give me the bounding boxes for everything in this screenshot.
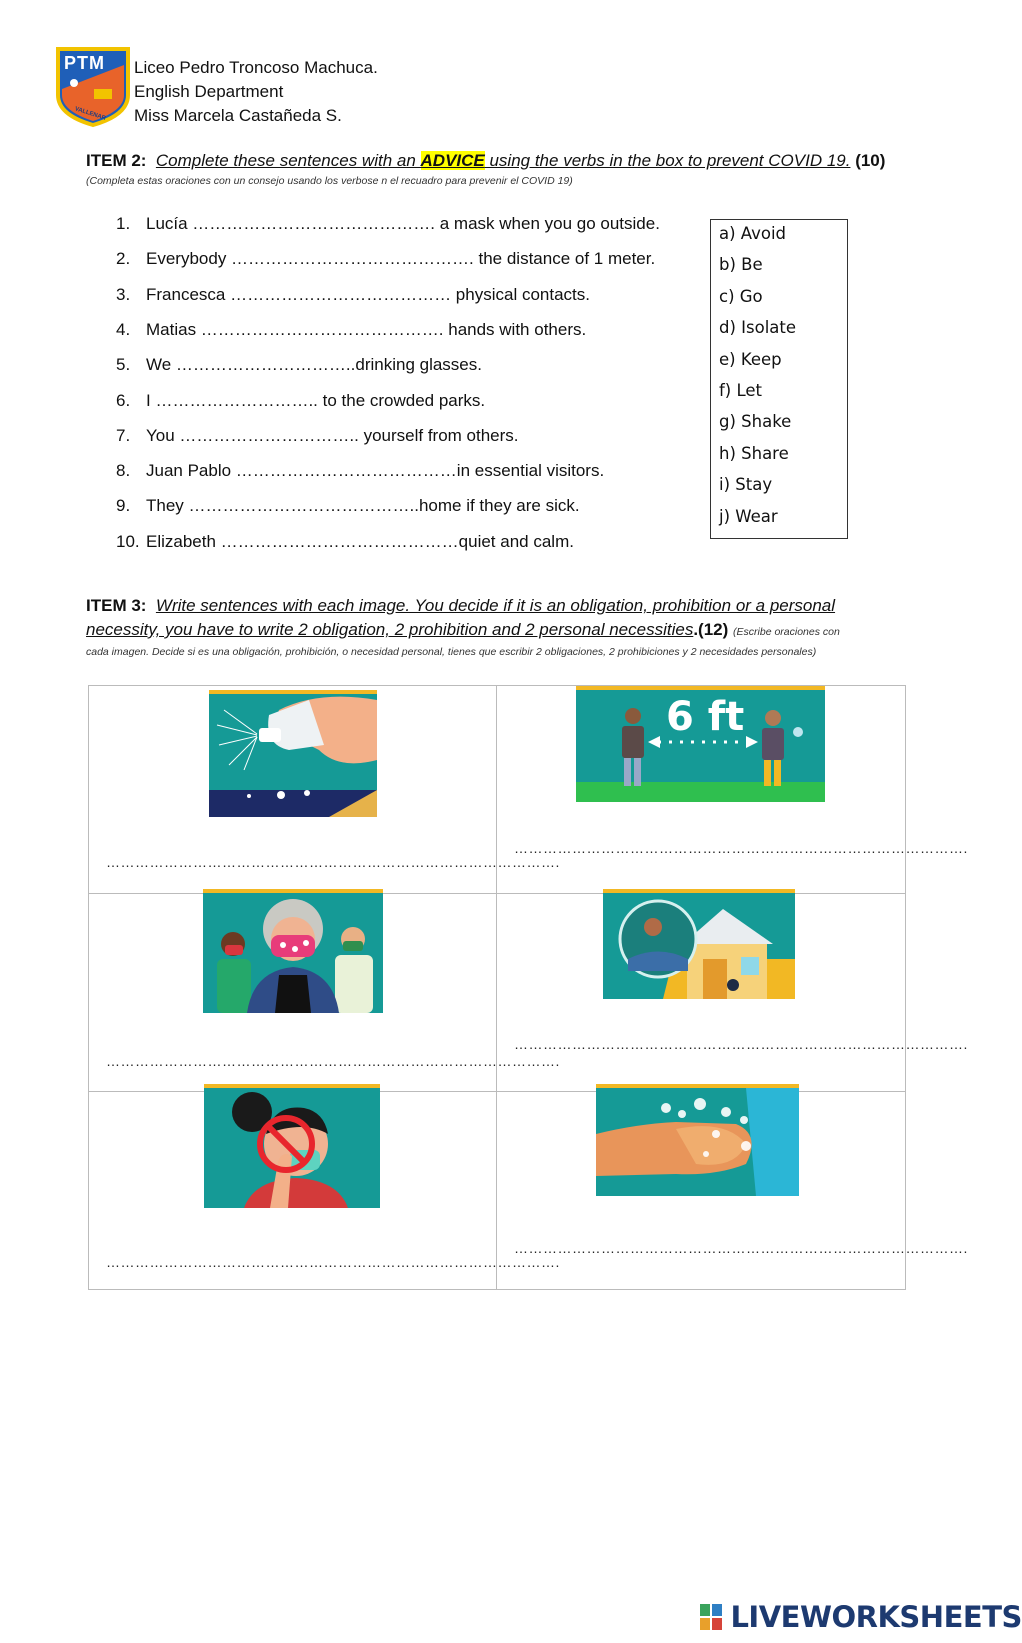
answer-line-5[interactable]: …………………………………………………………………………………. [106, 1254, 560, 1270]
sentence-text: Francesca ………………………………… physical contacts. [146, 284, 590, 304]
sentence-text: Juan Pablo …………………………………in essential visitors. [146, 461, 605, 481]
sentence-item [116, 355, 482, 375]
sentence-number: 5. [116, 355, 131, 375]
sentence-item [116, 461, 604, 481]
sentence-text: I ……………………….. to the crowded parks. [146, 390, 486, 410]
liveworksheets-icon [700, 1604, 722, 1630]
verb-option: b) Be [719, 255, 763, 275]
logo-text: PTM [64, 53, 105, 73]
verb-option: i) Stay [719, 475, 773, 495]
item2-translation: (Completa estas oraciones con un consejo usando los verbose n el recuadro para prevenir el COVID 19) [86, 175, 573, 187]
sentence-item [116, 320, 586, 340]
wash-hands-image [596, 1084, 799, 1196]
no-touch-face-image [204, 1084, 380, 1208]
item3-heading-line1: ITEM 3: Write sentences with each image. You decide if it is an obligation, prohibition or a personal [86, 596, 836, 615]
sentence-number: 9. [116, 496, 131, 516]
answer-line-1[interactable]: …………………………………………………………………………………. [106, 854, 560, 870]
sentence-text: They …………………………………..home if they are sick. [146, 496, 580, 516]
item2-instruction-pre: Complete these sentences with an [155, 151, 421, 170]
verb-option: d) Isolate [719, 318, 797, 338]
verb-option: e) Keep [719, 349, 782, 369]
sentence-number: 8. [116, 461, 131, 481]
logo-subtext: VALLENAR [73, 106, 107, 122]
sentence-number: 7. [116, 425, 131, 445]
item3-instruction-line1: Write sentences with each image. You decide if it is an obligation, prohibition or a personal [155, 596, 836, 615]
item3-heading-line2 [86, 620, 840, 640]
sentence-number: 3. [116, 284, 131, 304]
teacher-name: Miss Marcela Castañeda S. [134, 106, 342, 125]
sentence-item [116, 285, 590, 305]
sentence-text: Everybody ……………………………………. the distance of 1 meter. [146, 249, 656, 269]
item3-instruction-line2: necessity, you have to write 2 obligation, 2 prohibition and 2 personal necessities [86, 620, 694, 639]
sentence-text: Matias ……………………………………. hands with others. [146, 319, 587, 339]
school-logo [54, 45, 132, 127]
department-name: English Department [134, 82, 284, 101]
item2-instruction-post: using the verbs in the box to prevent COVID 19. [484, 151, 851, 170]
item2-label: ITEM 2 [86, 151, 141, 170]
stay-home-image [603, 889, 795, 999]
verb-option: g) Shake [719, 412, 792, 432]
sentence-number: 2. [116, 249, 131, 269]
verb-option: j) Wear [719, 506, 778, 526]
verb-option: f) Let [719, 381, 763, 400]
sentence-item [116, 496, 580, 516]
verb-option: c) Go [719, 286, 763, 306]
verb-option: a) Avoid [719, 224, 787, 243]
sentence-item [116, 249, 655, 269]
sentence-text: Elizabeth ……………………………………quiet and calm. [146, 531, 574, 551]
sentence-item [116, 214, 660, 234]
footer-brand: LIVEWORKSHEETS [730, 1600, 1022, 1634]
sentence-number: 10. [116, 531, 140, 551]
people-masks-image [203, 889, 383, 1013]
item3-points: .(12) [693, 620, 729, 639]
answer-line-6[interactable]: …………………………………………………………………………………. [514, 1240, 968, 1256]
sentence-number: 6. [116, 390, 131, 410]
social-distance-image [576, 686, 825, 802]
verb-option: h) Share [719, 443, 789, 463]
distance-label: 6 ft [666, 694, 745, 740]
sentence-text: We …………………………..drinking glasses. [146, 355, 482, 375]
school-name: Liceo Pedro Troncoso Machuca. [134, 58, 378, 77]
sentence-text: You ………………………….. yourself from others. [146, 425, 519, 445]
sentence-item [116, 391, 485, 411]
sentence-text: Lucía ……………………………………. a mask when you go outside. [146, 214, 660, 233]
sentence-number: 4. [116, 319, 131, 339]
answer-line-4[interactable]: …………………………………………………………………………………. [514, 1036, 968, 1052]
answer-line-3[interactable]: …………………………………………………………………………………. [106, 1053, 560, 1069]
liveworksheets-logo[interactable] [700, 1600, 1022, 1636]
item3-translation-b: cada imagen. Decide si es una obligación, prohibición, o necesidad personal, tienes que escribir 2 obligaciones, 2 prohibiciones y 2 necesidades personales) [86, 646, 817, 658]
sentence-item [116, 532, 574, 552]
answer-line-2[interactable]: …………………………………………………………………………………. [514, 840, 968, 856]
item2-instruction-highlight: ADVICE [420, 151, 485, 170]
item2-points: (10) [855, 151, 886, 170]
item3-translation-a: (Escribe oraciones con [733, 626, 840, 638]
item3-label: ITEM 3 [86, 596, 141, 615]
spray-disinfectant-image [209, 690, 377, 817]
item2-heading: ITEM 2: Complete these sentences with an ADVICE using the verbs in the box to prevent COVID 19. (10) [86, 151, 886, 170]
sentence-number: 1. [116, 214, 131, 233]
sentence-item [116, 426, 519, 446]
